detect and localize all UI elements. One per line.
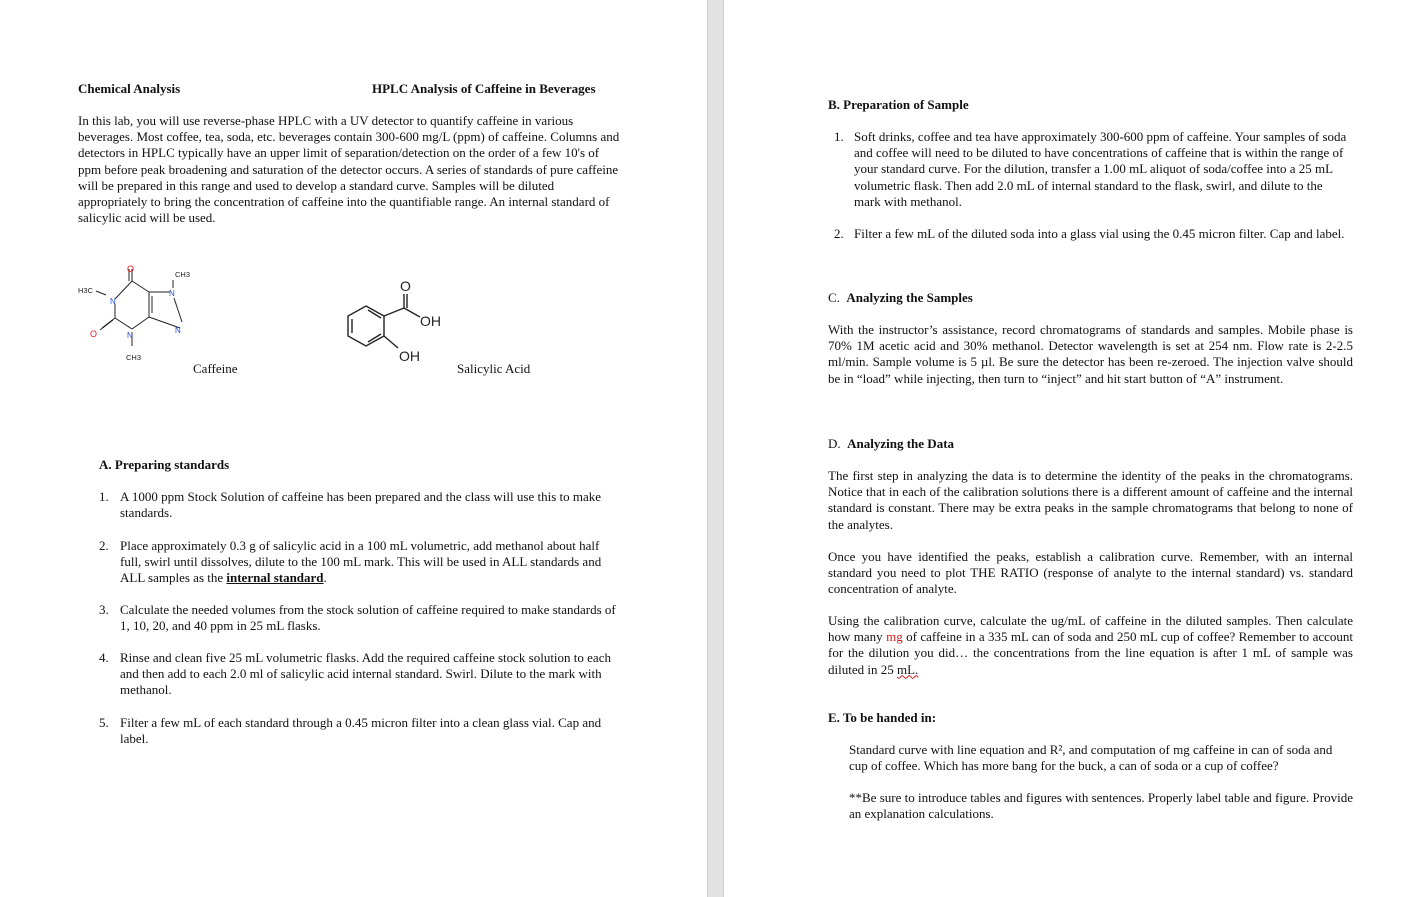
item-a1-number: 1.	[99, 489, 109, 504]
caffeine-n1: N	[110, 297, 116, 306]
caffeine-ch3-bottom: CH3	[126, 353, 142, 362]
section-d-paragraph-3	[828, 613, 1353, 678]
caffeine-structure	[76, 262, 196, 366]
section-b-heading: B. Preparation of Sample	[828, 97, 969, 112]
item-a3-number: 3.	[99, 602, 109, 617]
item-b2-number: 2.	[834, 226, 844, 241]
section-c-body: With the instructor’s assistance, record chromatograms of standards and samples. Mobile phase is 70% 1M acetic acid and 30% methanol. Detector wavelength is set at 254 nm. Flow rate is 2-2.5 ml/min. Sample volume is 5 µl. Be sure the detector has been re-zeroed. The injection valve should be in “load” while injecting, then turn to “inject” and hit start button of “A” instrument.	[828, 322, 1353, 386]
section-d-paragraph-2: Once you have identified the peaks, establish a calibration curve. Remember, with an internal standard you need to plot THE RATIO (response of analyte to the internal standard) vs. standard concentration of analyte.	[828, 549, 1353, 597]
section-d-title: Analyzing the Data	[847, 436, 955, 451]
right-page	[724, 0, 1425, 897]
item-a1-text: A 1000 ppm Stock Solution of caffeine has been prepared and the class will use this to make standards.	[120, 489, 602, 521]
caffeine-caption: Caffeine	[193, 361, 238, 376]
section-c-letter: C.	[828, 290, 840, 305]
caffeine-n7: N	[169, 289, 175, 298]
salicylic-acid-structure	[340, 274, 450, 368]
item-a4-text: Rinse and clean five 25 mL volumetric flasks. Add the required caffeine stock solution to each and then add to each 2.0 ml of salicylic acid internal standard. Swirl. Dilute to the mark with methanol.	[120, 650, 611, 698]
salicylic-oh-phenol: OH	[399, 348, 420, 364]
caffeine-o-left: O	[90, 329, 98, 339]
section-a-heading: A. Preparing standards	[99, 457, 230, 472]
item-b1-number: 1.	[834, 129, 844, 144]
course-title: Chemical Analysis	[78, 81, 181, 96]
item-a2-number: 2.	[99, 538, 109, 553]
section-d-paragraph-3-start: Using the calibration curve, calculate the ug/mL of caffeine in the diluted samples. Then calculate how many	[828, 613, 1353, 645]
item-a2-text	[120, 538, 620, 587]
lab-title: HPLC Analysis of Caffeine in Beverages	[372, 81, 596, 96]
section-d-paragraph-3-end: of caffeine in a 335 mL can of soda and 250 mL cup of coffee? Remember to account for the dilution you did… the concentrations from the line equation is after 1 mL of sample was diluted in 25	[828, 629, 1353, 677]
item-a3-text: Calculate the needed volumes from the stock solution of caffeine required to make standards of 1, 10, 20, and 40 ppm in 25 mL flasks.	[120, 602, 616, 634]
item-a4-number: 4.	[99, 650, 109, 665]
internal-standard-emphasis: internal standard	[226, 570, 324, 586]
section-d-paragraph-1: The first step in analyzing the data is to determine the identity of the peaks in the chromatograms. Notice that in each of the calibration solutions there is a different amount of caffeine and the internal standard is constant. There may be extra peaks in the sample chromatograms that belong to none of the analytes.	[828, 468, 1353, 532]
mg-highlight: mg	[886, 629, 903, 645]
section-d-letter: D.	[828, 436, 841, 451]
salicylic-oh-acid: OH	[420, 313, 441, 329]
section-c-title: Analyzing the Samples	[846, 290, 973, 305]
item-b2-text: Filter a few mL of the diluted soda into a glass vial using the 0.45 micron filter. Cap and label.	[854, 226, 1345, 241]
caffeine-n3: N	[127, 331, 133, 340]
left-page	[0, 0, 707, 897]
page-gutter-scroll-area[interactable]	[707, 0, 724, 897]
salicylic-o: O	[400, 278, 411, 294]
item-a5-number: 5.	[99, 715, 109, 730]
item-a2-text-main: Place approximately 0.3 g of salicylic acid in a 100 mL volumetric, add methanol about half full, swirl until dissolves, dilute to the 100 mL mark. This will be used in ALL standards and ALL samples as the	[120, 538, 602, 586]
section-e-heading: E. To be handed in:	[828, 710, 937, 725]
item-a5-text: Filter a few mL of each standard through a 0.45 micron filter into a clean glass vial. Cap and label.	[120, 715, 602, 747]
caffeine-h3c: H3C	[78, 286, 94, 295]
intro-paragraph: In this lab, you will use reverse-phase HPLC with a UV detector to quantify caffeine in various beverages. Most coffee, tea, soda, etc. beverages contain 300-600 mg/L (ppm) of caffeine. Columns and detectors in HPLC typically have an upper limit of separation/detection on the order of a few 10's of ppm before peak broadening and saturation of the detector occurs. A series of standards of pure caffeine will be prepared in this range and used to develop a standard curve. Samples will be diluted appropriately to bring the concentration of caffeine into the quantifiable range. An internal standard of salicylic acid will be used.	[78, 113, 620, 226]
item-a2-text-end: .	[323, 570, 327, 586]
caffeine-o-top: O	[127, 264, 135, 274]
ml-spellcheck-mark: mL.	[896, 661, 919, 677]
section-d-heading	[828, 436, 954, 452]
section-e-paragraph-2: **Be sure to introduce tables and figures with sentences. Properly label table and figure. Provide an explanation calculations.	[849, 790, 1353, 822]
section-e-paragraph-1: Standard curve with line equation and R², and computation of mg caffeine in can of soda and cup of coffee. Which has more bang for the buck, a can of soda or a cup of coffee?	[849, 742, 1333, 774]
caffeine-ch3-top: CH3	[175, 270, 191, 279]
section-c-heading	[828, 290, 973, 306]
caffeine-n9: N	[175, 326, 181, 335]
item-b1-text: Soft drinks, coffee and tea have approximately 300-600 ppm of caffeine. Your samples of soda and coffee will need to be diluted to have concentrations of caffeine that is within the range of your standard curve. For the dilution, transfer a 1.00 mL aliquot of soda/coffee into a 25 mL volumetric flask. Then add 2.0 mL of internal standard to the flask, swirl, and dilute to the mark with methanol.	[854, 129, 1347, 209]
salicylic-acid-caption: Salicylic Acid	[457, 361, 531, 376]
